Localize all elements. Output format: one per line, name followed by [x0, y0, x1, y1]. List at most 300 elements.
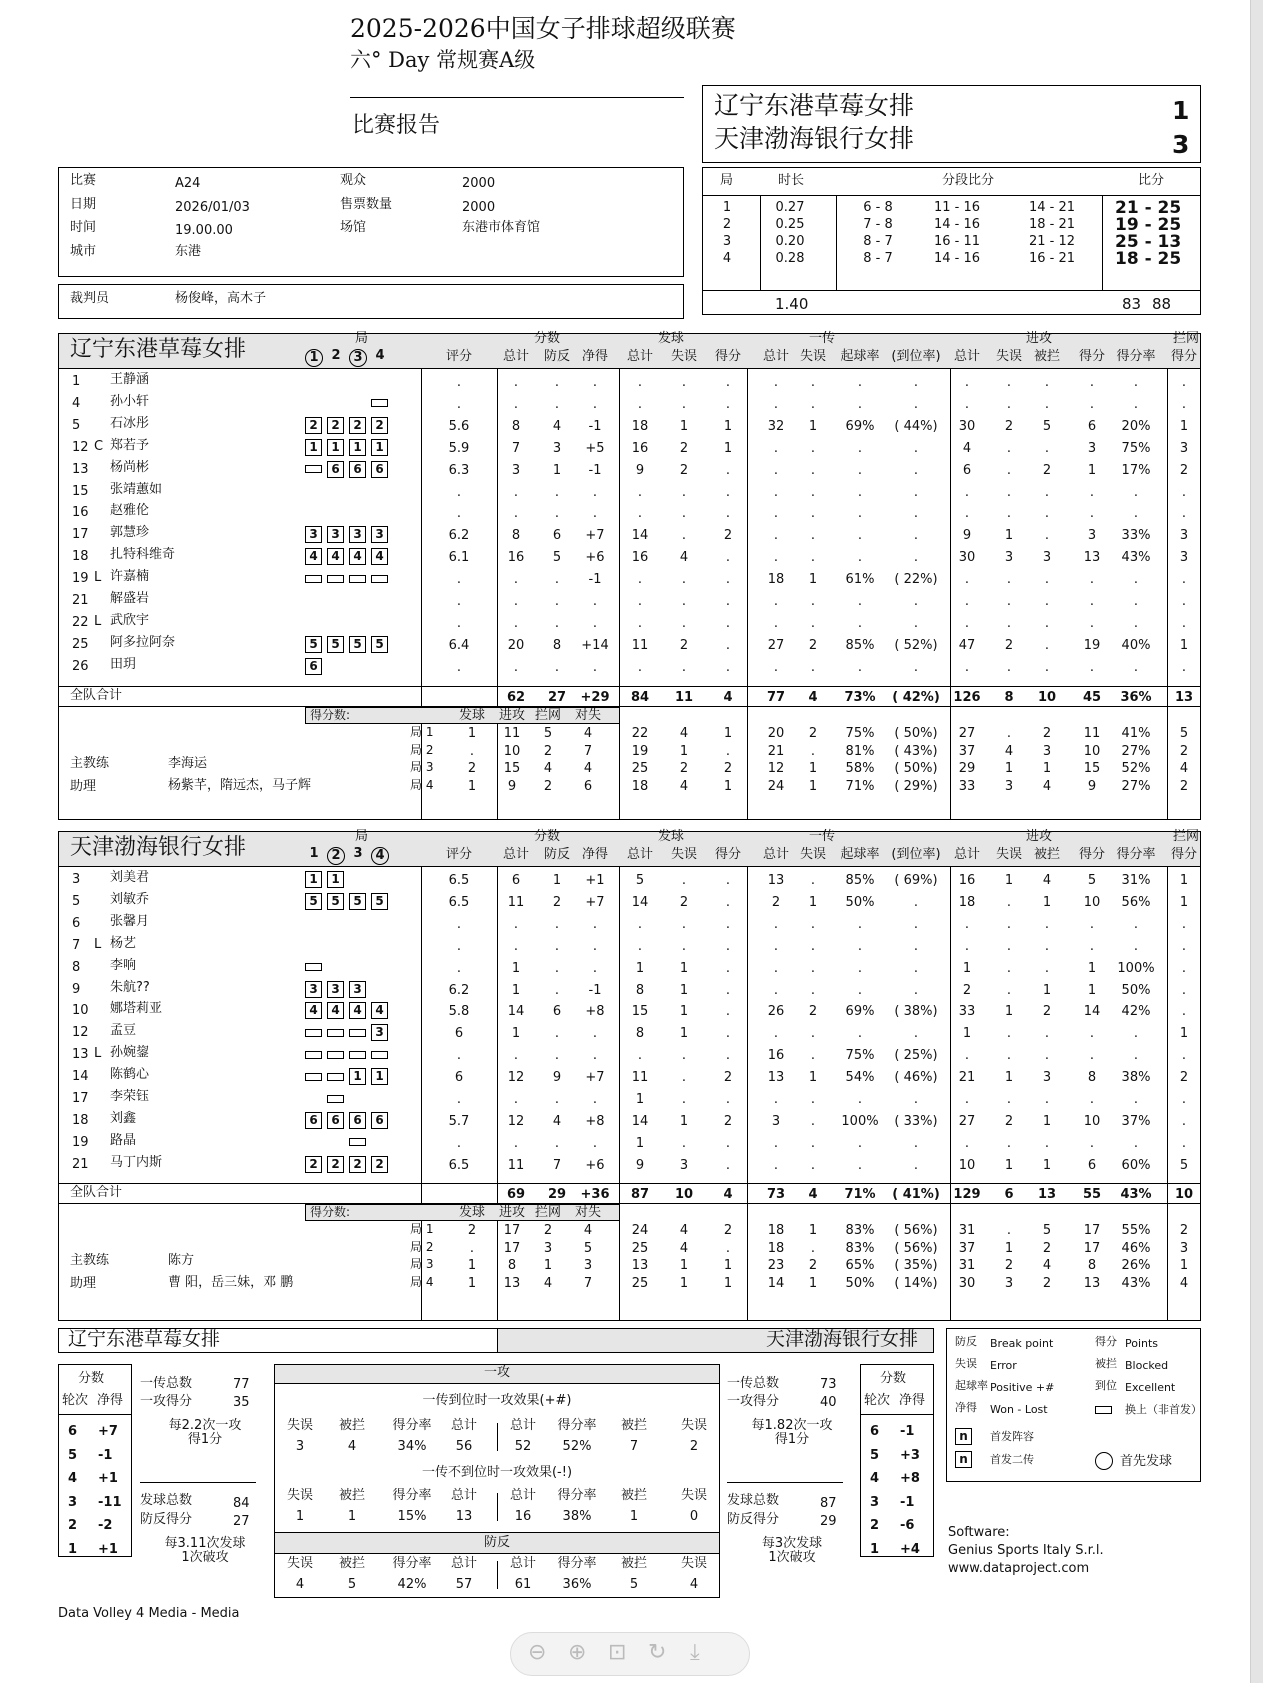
stat-cell: 16 — [958, 873, 976, 888]
stat-cell: 1 — [962, 1026, 972, 1042]
stat-cell: . — [810, 659, 816, 675]
center-head: 总计 — [450, 1488, 477, 1503]
stat-cell: . — [964, 594, 970, 609]
set-row-stat: 20 — [767, 726, 785, 741]
substitute-marker — [349, 1138, 366, 1146]
stat-cell: . — [637, 659, 643, 675]
a-per-srv-2: 1次破攻 — [181, 1550, 229, 1565]
rotation-net: +4 — [900, 1541, 920, 1557]
total-cell: +36 — [580, 1187, 610, 1202]
starting-position-box: 6 — [371, 1112, 388, 1129]
stat-cell: . — [1089, 484, 1095, 500]
stat-cell: . — [1044, 572, 1050, 588]
stat-cell: . — [773, 396, 779, 412]
set-row-stat: 21 — [767, 743, 785, 759]
stat-cell: . — [513, 1092, 519, 1107]
substitute-marker — [305, 963, 322, 971]
center-divider — [497, 1423, 498, 1451]
stat-cell: . — [1044, 1048, 1050, 1064]
starting-position-box: 5 — [327, 893, 344, 910]
stat-cell: 8 — [635, 1026, 645, 1042]
stat-cell: . — [810, 1048, 816, 1064]
center-value: 1 — [347, 1509, 357, 1524]
stat-cell: . — [773, 462, 779, 478]
stat-cell: . — [810, 375, 816, 390]
player-name: 赵雅伦 — [110, 503, 150, 519]
stat-cell: 2 — [1042, 462, 1052, 478]
substitute-marker — [327, 575, 344, 583]
starting-position-box: 1 — [327, 439, 344, 456]
stat-cell: 3 — [511, 462, 521, 478]
player-role-tag: L — [94, 936, 102, 952]
stat-cell: . — [1181, 1048, 1187, 1064]
legend-value: Error — [990, 1359, 1017, 1372]
stat-cell: . — [773, 659, 779, 675]
set-row-stat: 83% — [845, 1240, 875, 1256]
b-rec-total-label: 一传总数 — [727, 1376, 780, 1391]
fit-icon[interactable]: ⊡ — [608, 1640, 627, 1665]
set-row-stat: 25 — [631, 1240, 649, 1256]
player-set-positions — [305, 1156, 393, 1173]
legend-key: 防反 — [955, 1335, 977, 1348]
column-group-header: 发球 — [657, 829, 684, 844]
column-header: 防反 — [543, 847, 570, 862]
stat-cell: . — [681, 572, 687, 588]
stat-cell: 31% — [1121, 873, 1151, 888]
stat-cell: . — [725, 396, 731, 412]
column-header: 被拦 — [1033, 847, 1060, 862]
score-team-b-name: 天津渤海银行女排 — [714, 124, 915, 153]
column-header: 失误 — [799, 349, 826, 364]
stat-cell: . — [1006, 572, 1012, 588]
set-row-stat: ( 50%) — [894, 761, 938, 776]
column-group-header: 进攻 — [1025, 331, 1052, 346]
stat-cell: 1 — [635, 960, 645, 976]
set-row-stat: ( 43%) — [894, 743, 938, 759]
stat-cell: . — [725, 982, 731, 998]
stat-cell: . — [1181, 572, 1187, 588]
starting-position-box: 2 — [327, 417, 344, 434]
sets-head-set: 局 — [720, 173, 734, 188]
set-row-stat: 3 — [1004, 1275, 1014, 1291]
stat-cell: . — [1181, 1135, 1187, 1151]
starting-position-box: 2 — [327, 1156, 344, 1173]
set-row-stat: ( 35%) — [894, 1258, 938, 1273]
stat-cell: . — [1181, 916, 1187, 932]
stat-cell: 1 — [679, 1004, 689, 1020]
sets-head-score: 比分 — [1138, 173, 1165, 188]
stat-cell: . — [513, 1048, 519, 1064]
stat-cell: . — [773, 938, 779, 954]
legend-value: 首先发球 — [1120, 1454, 1173, 1469]
stat-cell: 1 — [808, 894, 818, 910]
set-row-points: 13 — [503, 1275, 521, 1291]
set-score: 25 - 13 — [1115, 232, 1182, 252]
stat-cell: . — [554, 1092, 560, 1107]
stat-cell: . — [810, 1092, 816, 1107]
set-row-stat: 1 — [808, 761, 818, 776]
player-name: 李响 — [110, 957, 137, 973]
player-name: 阿多拉阿奈 — [110, 634, 176, 650]
stat-cell: 56% — [1121, 894, 1151, 910]
stat-cell: 11 — [631, 1070, 649, 1086]
stat-cell: . — [810, 960, 816, 976]
player-name: 扎特科维奇 — [110, 547, 176, 563]
set-row-points: 3 — [583, 1258, 593, 1273]
stat-cell: 50% — [1121, 982, 1151, 998]
stat-cell: . — [681, 1135, 687, 1151]
player-name: 刘鑫 — [110, 1110, 137, 1126]
total-cell: 43% — [1120, 1187, 1152, 1202]
center-head: 失误 — [680, 1556, 707, 1571]
total-cell: 27 — [547, 690, 567, 705]
player-role-tag: L — [94, 613, 102, 629]
stat-cell: . — [554, 506, 560, 522]
set-row-points: 7 — [583, 1275, 593, 1291]
set-row-stat: 5 — [1042, 1223, 1052, 1238]
first-serve-circle-icon — [1095, 1452, 1113, 1470]
set-row-stat: 27 — [958, 726, 976, 741]
stat-cell: 5.9 — [448, 440, 470, 456]
set-number: 2 — [722, 217, 732, 232]
stat-cell: . — [1089, 594, 1095, 609]
stat-cell: . — [964, 1135, 970, 1151]
center-head: 被拦 — [620, 1556, 647, 1571]
assistant-label: 助理 — [70, 1276, 97, 1291]
set-row-stat: 1 — [723, 1258, 733, 1273]
set-row-stat: ( 56%) — [894, 1223, 938, 1238]
legend-key: 净得 — [955, 1401, 977, 1414]
center-value: 4 — [347, 1439, 357, 1454]
stat-cell: . — [913, 396, 919, 412]
stat-cell: 6 — [552, 528, 562, 544]
total-cell: 11 — [674, 690, 694, 705]
stat-cell: . — [725, 1026, 731, 1042]
stat-cell: 4 — [1042, 873, 1052, 888]
rotate-icon[interactable]: ↻ — [648, 1640, 667, 1665]
stat-cell: . — [773, 1157, 779, 1173]
stat-cell: . — [773, 594, 779, 609]
stat-cell: 2 — [679, 894, 689, 910]
set-row-points: 17 — [503, 1223, 521, 1238]
legend-key: 被拦 — [1095, 1357, 1117, 1370]
a-bp: 27 — [233, 1514, 250, 1529]
stat-cell: . — [773, 916, 779, 932]
legend-value: Won - Lost — [990, 1403, 1048, 1416]
set-row-stat: 13 — [1083, 1275, 1101, 1291]
software-company: Genius Sports Italy S.r.l. — [948, 1543, 1104, 1558]
stat-cell: 21 — [958, 1070, 976, 1086]
stat-cell: 6.2 — [448, 528, 470, 544]
player-set-positions — [305, 893, 393, 910]
player-set-positions — [305, 548, 393, 565]
stat-cell: +14 — [581, 637, 609, 653]
rotation-net: +8 — [900, 1471, 920, 1486]
set-row-stat: ( 29%) — [894, 778, 938, 794]
stat-cell: . — [913, 894, 919, 910]
legend-key: 得分 — [1095, 1335, 1117, 1348]
player-set-positions — [305, 1002, 393, 1019]
set-row-label: 局 2 — [410, 1239, 434, 1254]
total-cell: ( 42%) — [892, 690, 940, 705]
set-row-stat: 2 — [1179, 1223, 1189, 1238]
stat-cell: 18 — [958, 894, 976, 910]
column-header: 得分 — [1170, 847, 1197, 862]
stat-cell: 3 — [1042, 1070, 1052, 1086]
b-per-rec-2: 得1分 — [774, 1432, 810, 1447]
zoom-out-icon[interactable]: ⊖ — [528, 1640, 547, 1665]
stat-cell: . — [773, 375, 779, 390]
set-partial-3: 18 - 21 — [1028, 217, 1076, 232]
rotation-number: 5 — [870, 1447, 880, 1463]
team-header-line — [58, 866, 1201, 867]
stat-cell: +6 — [585, 550, 605, 566]
stat-cell: . — [1044, 594, 1050, 609]
legend-key: 失误 — [955, 1357, 977, 1370]
column-group-header: 进攻 — [1025, 829, 1052, 844]
player-set-positions — [305, 504, 393, 520]
stat-cell: . — [913, 1092, 919, 1107]
set-number: 1 — [722, 200, 732, 215]
rotation-net: -11 — [98, 1494, 122, 1510]
column-header: 失误 — [670, 847, 697, 862]
stat-cell: +8 — [585, 1004, 605, 1020]
stat-cell: . — [964, 938, 970, 954]
total-cell: ( 41%) — [892, 1187, 940, 1202]
column-group-header: 拦网 — [1172, 829, 1199, 844]
stat-cell: . — [1006, 1048, 1012, 1064]
stat-cell: -1 — [588, 462, 602, 478]
stat-cell: . — [592, 484, 598, 500]
stat-cell: 100% — [1117, 960, 1155, 976]
stat-cell: ( 52%) — [894, 637, 938, 653]
player-name: 马丁内斯 — [110, 1154, 163, 1170]
stat-cell: . — [857, 1026, 863, 1042]
center-value: 2 — [689, 1439, 699, 1454]
stat-cell: 10 — [1083, 894, 1101, 910]
stat-cell: . — [725, 1004, 731, 1020]
stat-cell: . — [773, 506, 779, 522]
starting-position-box: 6 — [327, 1112, 344, 1129]
coach-label: 主教练 — [70, 756, 110, 771]
stat-cell: 1 — [1087, 960, 1097, 976]
total-cell: 29 — [547, 1187, 567, 1202]
rotation-net: -1 — [900, 1494, 915, 1510]
center-value: 5 — [629, 1577, 639, 1592]
set-row-stat: 13 — [631, 1258, 649, 1273]
stat-cell: . — [913, 982, 919, 998]
totals-top-line — [58, 686, 1201, 687]
set-row-stat: 83% — [845, 1223, 875, 1238]
set-row-points: 1 — [543, 1258, 553, 1273]
stat-cell: . — [857, 916, 863, 932]
stat-cell: . — [725, 462, 731, 478]
stat-cell: . — [1006, 484, 1012, 500]
stat-cell: . — [857, 1157, 863, 1173]
stat-cell: 6 — [454, 1070, 464, 1086]
rotation-number: 6 — [870, 1424, 880, 1439]
player-name: 许嘉楠 — [110, 569, 150, 585]
stat-cell: . — [810, 1113, 816, 1129]
stat-cell: . — [810, 484, 816, 500]
stat-cell: 2 — [679, 440, 689, 456]
total-cell: 87 — [630, 1187, 650, 1202]
set-row-stat: 27% — [1121, 743, 1151, 759]
set-row-points: 4 — [583, 726, 593, 741]
stat-cell: 1 — [511, 960, 521, 976]
footer-text: Data Volley 4 Media - Media — [58, 1606, 240, 1621]
stat-cell: . — [592, 659, 598, 675]
stat-cell: 3 — [1004, 550, 1014, 566]
stat-cell: . — [773, 484, 779, 500]
stat-cell: . — [592, 1048, 598, 1064]
stat-cell: +7 — [585, 1070, 605, 1086]
stat-cell: 30 — [958, 418, 976, 434]
stat-cell: 1 — [1179, 1026, 1189, 1042]
stat-cell: 1 — [1042, 982, 1052, 998]
set-row-stat: 33 — [958, 778, 976, 794]
points-col-header: 进攻 — [498, 1205, 525, 1220]
rot-b-rot-label: 轮次 — [864, 1393, 891, 1408]
column-header: 评分 — [445, 349, 472, 364]
stat-cell: 1 — [635, 1092, 645, 1107]
download-icon[interactable]: ⤓ — [690, 1640, 700, 1665]
stat-cell: 6 — [1087, 418, 1097, 434]
stat-cell: . — [1181, 594, 1187, 609]
stat-cell: 13 — [767, 873, 785, 888]
starting-position-box: 1 — [371, 439, 388, 456]
stat-cell: . — [1089, 938, 1095, 954]
stat-cell: 50% — [845, 894, 875, 910]
starting-position-box: 6 — [371, 461, 388, 478]
stat-cell: . — [913, 659, 919, 675]
set-indicator: 3 — [349, 349, 367, 367]
starting-position-box: 6 — [327, 461, 344, 478]
set-row-stat: 1 — [723, 778, 733, 794]
starting-position-box: 2 — [305, 1156, 322, 1173]
sets-head-partial: 分段比分 — [942, 173, 995, 188]
stat-cell: . — [592, 960, 598, 976]
zoom-in-icon[interactable]: ⊕ — [568, 1640, 587, 1665]
starting-position-box: 2 — [349, 417, 366, 434]
stat-cell: . — [1181, 615, 1187, 631]
total-cell: 10 — [674, 1187, 694, 1202]
stat-cell: . — [681, 1048, 687, 1064]
column-header: 得分 — [714, 847, 741, 862]
player-name: 武欣宇 — [110, 612, 150, 628]
set-row-stat: 2 — [1179, 778, 1189, 794]
player-number: 1 — [72, 374, 81, 389]
stat-cell: 1 — [679, 982, 689, 998]
stat-cell: 6.5 — [448, 873, 470, 888]
stat-cell: . — [1133, 572, 1139, 588]
rotation-number: 1 — [870, 1541, 880, 1557]
total-label: 全队合计 — [70, 1185, 123, 1200]
stat-cell: . — [725, 1157, 731, 1173]
stat-cell: 61% — [845, 572, 875, 588]
match-label: 比赛 — [70, 173, 97, 188]
player-set-positions — [305, 395, 393, 411]
coach-label: 主教练 — [70, 1253, 110, 1268]
stat-cell: . — [681, 659, 687, 675]
starting-position-box: 5 — [305, 636, 322, 653]
center-value: 4 — [295, 1577, 305, 1592]
stat-cell: 33% — [1121, 528, 1151, 544]
stat-cell: . — [810, 1026, 816, 1042]
time-value: 19.00.00 — [175, 223, 233, 238]
starting-position-box: 1 — [305, 871, 322, 888]
starting-position-box: 3 — [305, 981, 322, 998]
player-number: 21 — [72, 1156, 89, 1172]
player-name: 路晶 — [110, 1132, 137, 1148]
stat-cell: ( 44%) — [894, 418, 938, 434]
set-col-label: 局 — [355, 331, 369, 346]
stat-cell: . — [554, 1026, 560, 1042]
software-url[interactable]: www.dataproject.com — [948, 1561, 1090, 1576]
stat-cell: . — [1044, 960, 1050, 976]
set-row-stat: 29 — [958, 761, 976, 776]
stat-cell: 12 — [507, 1070, 525, 1086]
player-name: 刘美君 — [110, 870, 150, 885]
stat-cell: . — [681, 484, 687, 500]
center-value: 61 — [514, 1577, 532, 1592]
stat-cell: . — [1133, 916, 1139, 932]
player-name: 石冰彤 — [110, 415, 150, 431]
audience-value: 2000 — [462, 176, 496, 191]
stat-cell: . — [1089, 659, 1095, 675]
stat-cell: . — [1133, 484, 1139, 500]
stat-cell: . — [1006, 938, 1012, 954]
column-header: (到位率) — [891, 349, 941, 364]
column-group-header: 分数 — [533, 829, 560, 844]
set-row-stat: 1 — [808, 1275, 818, 1291]
column-group-header: 一传 — [808, 331, 835, 346]
set-row-stat: 14 — [767, 1275, 785, 1291]
set-partial-2: 11 - 16 — [933, 200, 981, 215]
stat-cell: 5 — [635, 873, 645, 888]
substitute-marker — [305, 1073, 322, 1081]
stat-cell: 69% — [845, 1004, 875, 1020]
center-value: 52 — [514, 1439, 532, 1454]
stat-cell: . — [637, 916, 643, 932]
set-row-points: 2 — [543, 778, 553, 794]
vertical-scrollbar[interactable] — [1250, 0, 1263, 1683]
defense-title: 防反 — [483, 1535, 510, 1550]
stat-cell: . — [1133, 1092, 1139, 1107]
stat-cell: 40% — [1121, 637, 1151, 653]
stat-cell: . — [513, 375, 519, 390]
set-row-points: 6 — [583, 778, 593, 794]
stat-cell: . — [725, 1092, 731, 1107]
stat-cell: 1 — [1042, 1113, 1052, 1129]
substitute-marker — [371, 1051, 388, 1059]
stat-cell: 38% — [1121, 1070, 1151, 1086]
stat-cell: . — [554, 916, 560, 932]
stat-cell: 1 — [1042, 1157, 1052, 1173]
player-set-positions — [305, 937, 393, 953]
center-head: 总计 — [509, 1488, 536, 1503]
stat-cell: 30 — [958, 550, 976, 566]
total-cell: 8 — [1004, 690, 1014, 705]
stat-cell: 3 — [771, 1113, 781, 1129]
player-number: 3 — [72, 872, 81, 887]
stat-cell: . — [513, 572, 519, 588]
stat-cell: . — [1181, 659, 1187, 675]
stat-cell: . — [637, 396, 643, 412]
total-cell: 73 — [766, 1187, 786, 1202]
substitute-marker — [349, 1051, 366, 1059]
stat-cell: . — [857, 938, 863, 954]
